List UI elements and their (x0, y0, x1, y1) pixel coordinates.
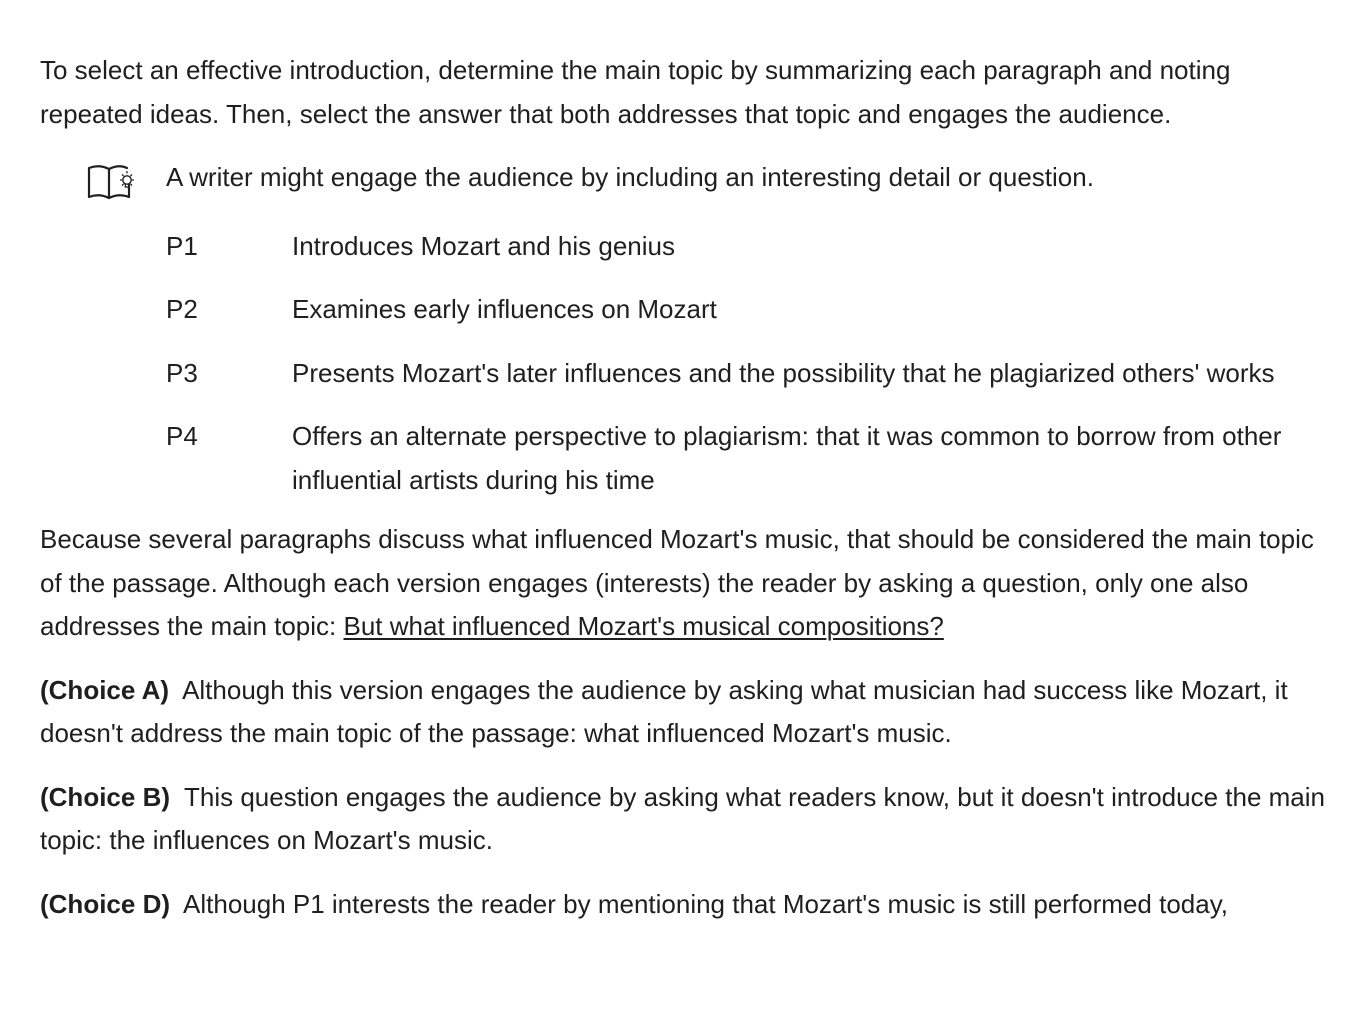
paragraph-summary: Introduces Mozart and his genius (292, 230, 675, 261)
tip-text: A writer might engage the audience by including an interesting detail or question. (166, 162, 1094, 192)
paragraph-id: P2 (166, 294, 198, 324)
correct-answer-text: But what influenced Mozart's musical compositions? (343, 611, 944, 641)
choice-text: Although P1 interests the reader by mentioning that Mozart's music is still performed today, (183, 888, 1228, 919)
paragraph-summary-table (166, 225, 1330, 503)
choice-label: (Choice A) (40, 674, 170, 705)
paragraph-id: P1 (166, 230, 198, 261)
table-row (166, 352, 1330, 396)
paragraph-summary: Presents Mozart's later influences and the possibility that he plagiarized others' works (292, 357, 1275, 388)
paragraph-summary: Offers an alternate perspective to plagiarism: that it was common to borrow from other influential artists during his time (292, 421, 1282, 495)
book-lightbulb-icon (87, 165, 139, 201)
choice-b-explanation (40, 776, 1330, 863)
explanation-text: Because several paragraphs discuss what influenced Mozart's music, that should be considered the main topic of the passage. Although each version engages (interests) the reader by asking a question, only one also addresses the main topic: (40, 524, 1314, 641)
table-row (166, 288, 1330, 332)
choice-a-explanation (40, 669, 1330, 756)
choice-text: Although this version engages the audience by asking what musician had success like Mozart, it doesn't address the main topic of the passage: what influenced Mozart's music. (40, 674, 1288, 748)
paragraph-id: P4 (166, 421, 198, 451)
choice-label: (Choice B) (40, 781, 170, 812)
tip-callout (40, 156, 1330, 200)
choice-text: This question engages the audience by asking what readers know, but it doesn't introduce the main topic: the influences on Mozart's music. (40, 781, 1326, 855)
paragraph-id: P3 (166, 357, 198, 388)
explanation-paragraph (40, 518, 1330, 649)
explanation-content (40, 49, 1330, 946)
paragraph-summary: Examines early influences on Mozart (292, 294, 717, 324)
table-row (166, 415, 1330, 502)
choice-d-explanation (40, 883, 1330, 927)
choice-label: (Choice D) (40, 888, 170, 919)
table-row (166, 225, 1330, 269)
intro-text: To select an effective introduction, determine the main topic by summarizing each paragraph and noting repeated ideas. Then, select the answer that both addresses that topic and engages the audience. (40, 55, 1231, 129)
